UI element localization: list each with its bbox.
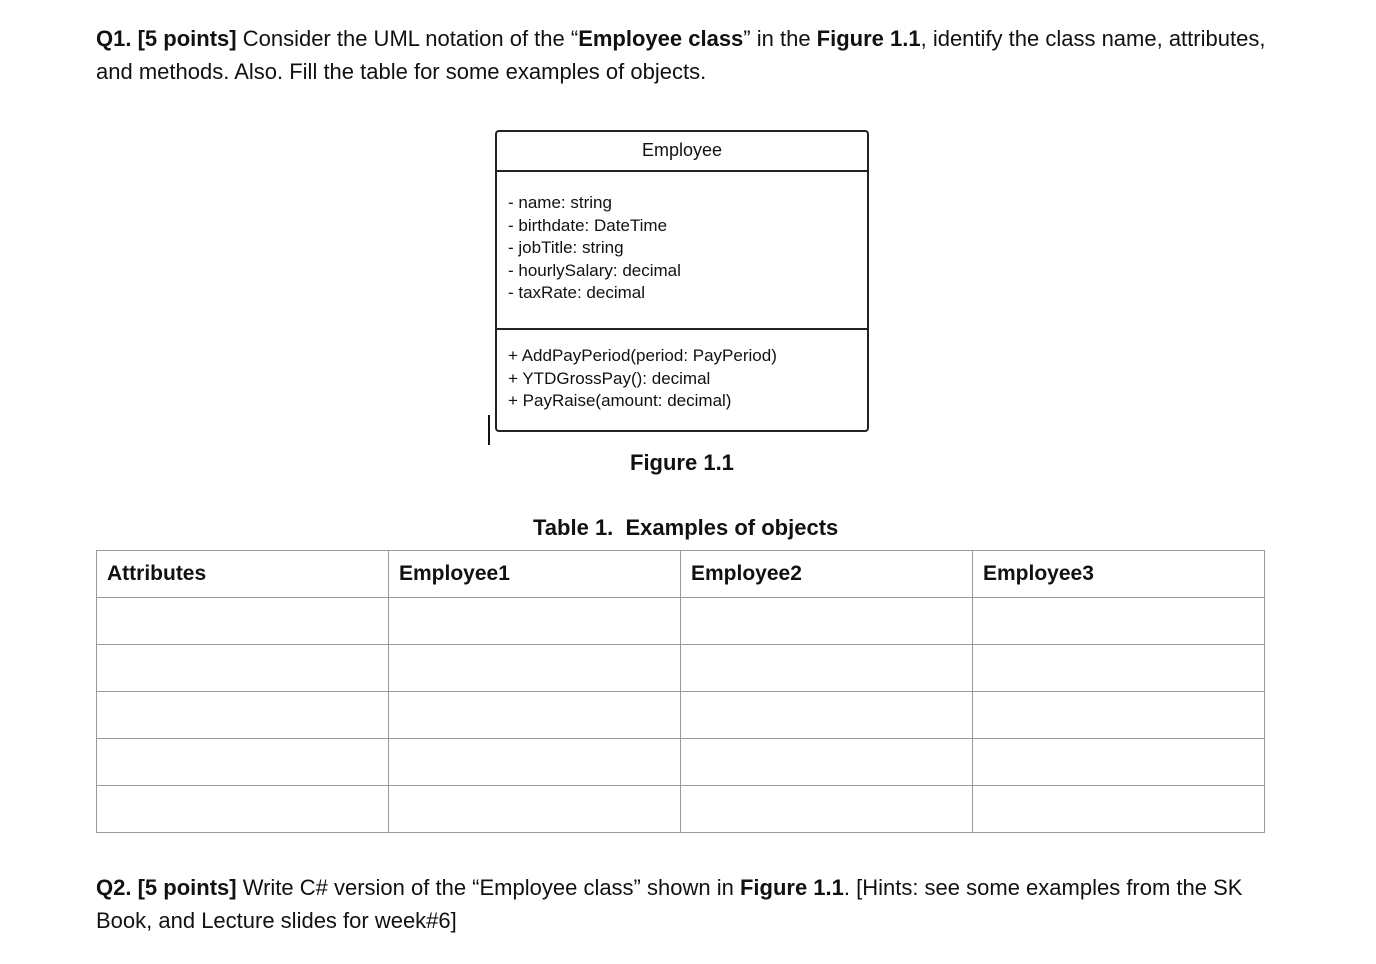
table-cell[interactable] (973, 645, 1265, 692)
table-header-cell: Employee3 (973, 551, 1265, 598)
question-1-figure-ref: Figure 1.1 (816, 26, 921, 51)
uml-attribute: - taxRate: decimal (508, 283, 645, 302)
uml-methods (497, 330, 867, 413)
table-cell[interactable] (97, 786, 389, 833)
figure-caption: Figure 1.1 (630, 450, 734, 475)
table-cell[interactable] (97, 739, 389, 786)
uml-method: + YTDGrossPay(): decimal (508, 368, 711, 388)
table-cell[interactable] (681, 786, 973, 833)
table-cell[interactable] (681, 645, 973, 692)
table-cell[interactable] (681, 692, 973, 739)
question-2-points: [5 points] (137, 875, 237, 900)
question-1-class-ref: Employee class (578, 26, 744, 51)
table-cell[interactable] (681, 739, 973, 786)
question-1-text-c: , identify the class name, attributes, and methods. Also. Fill the table for some examples of objects. (96, 26, 1266, 84)
table-cell[interactable] (389, 598, 681, 645)
uml-method: + PayRaise(amount: decimal) (508, 391, 732, 410)
question-2-text-b: . [Hints: see some examples from the SK Book, and Lecture slides for week#6] (96, 875, 1243, 933)
question-2-label: Q2. (96, 875, 132, 900)
table-row (97, 598, 1265, 645)
question-1-text-a: Consider the UML notation of the “ (236, 26, 579, 51)
objects-table (96, 550, 1265, 833)
uml-attribute: - hourlySalary: decimal (508, 260, 681, 280)
table-cell[interactable] (389, 739, 681, 786)
table-row (97, 645, 1265, 692)
table-row (97, 692, 1265, 739)
table-cell[interactable] (389, 692, 681, 739)
table-cell[interactable] (389, 645, 681, 692)
table-cell[interactable] (973, 598, 1265, 645)
table-cell[interactable] (681, 598, 973, 645)
table-cell[interactable] (389, 786, 681, 833)
table-header-cell: Employee1 (389, 551, 681, 598)
table-row (97, 739, 1265, 786)
table-cell[interactable] (973, 692, 1265, 739)
question-1-label: Q1. (96, 26, 132, 51)
table-header-row (97, 551, 1265, 598)
uml-method: + AddPayPeriod(period: PayPeriod) (508, 346, 777, 365)
uml-class-name: Employee (497, 132, 867, 172)
table-cell[interactable] (973, 786, 1265, 833)
question-1-text-b: ” in the (743, 26, 817, 51)
text-cursor (488, 415, 490, 445)
uml-class-diagram (495, 130, 869, 432)
uml-attribute: - jobTitle: string (508, 238, 624, 257)
table-header-cell: Employee2 (681, 551, 973, 598)
table-header-cell: Attributes (97, 551, 389, 598)
table-cell[interactable] (97, 692, 389, 739)
question-2-figure-ref: Figure 1.1 (739, 875, 844, 900)
question-2 (96, 871, 1276, 937)
question-1-points: [5 points] (137, 26, 237, 51)
uml-attribute: - name: string (508, 193, 612, 212)
table-cell[interactable] (97, 598, 389, 645)
table-row (97, 786, 1265, 833)
question-1 (96, 22, 1276, 88)
question-2-text-a: Write C# version of the “Employee class” shown in (236, 875, 740, 900)
uml-attribute: - birthdate: DateTime (508, 215, 668, 235)
uml-attributes (497, 172, 867, 330)
table-caption: Table 1. Examples of objects (533, 515, 839, 540)
table-cell[interactable] (973, 739, 1265, 786)
table-cell[interactable] (97, 645, 389, 692)
